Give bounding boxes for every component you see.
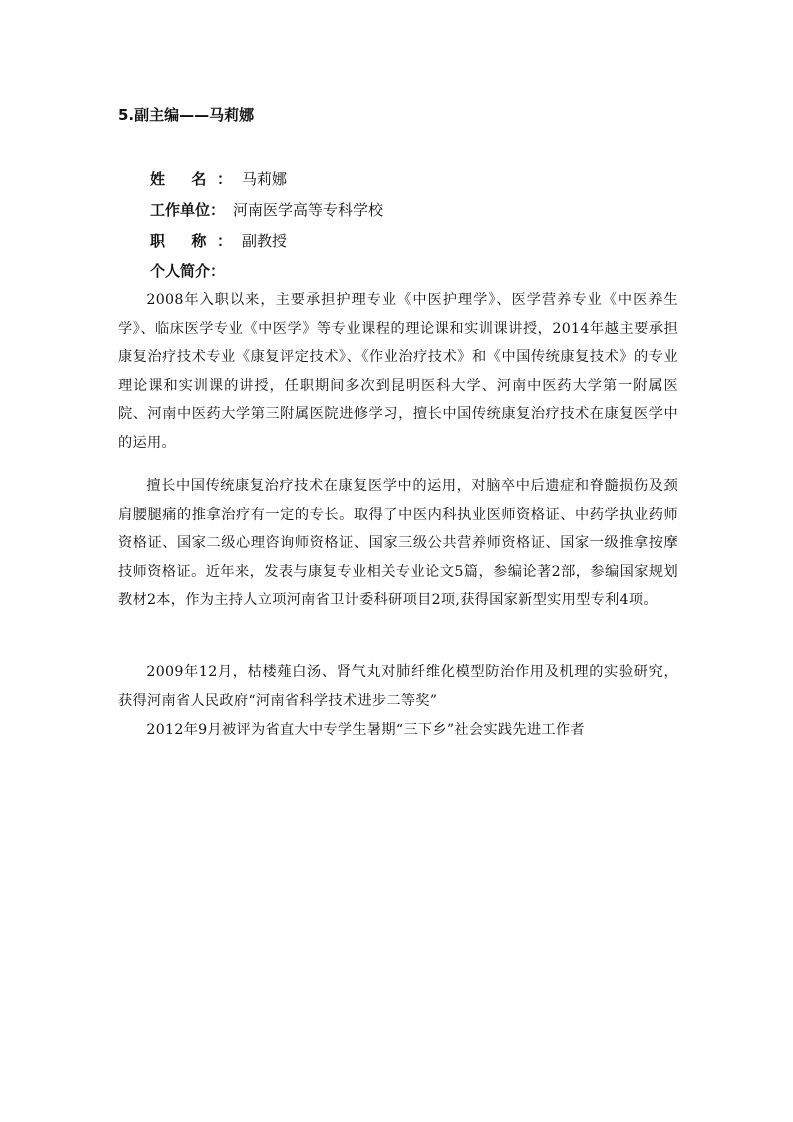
title-value: 副教授 (242, 232, 288, 250)
name-label: 姓 名： (150, 170, 232, 188)
paragraph-expertise: 擅长中国传统康复治疗技术在康复医学中的运用，对脑卒中后遗症和脊髓损伤及颈肩腰腿痛的推拿治疗有一定的专长。取得了中医内科执业医师资格证、中药学执业药师资格证、国家二级心理咨询师资格证、国家三级公共营养师资格证、国家一级推拿按摩技师资格证。近年来，发表与康复专业相关专业论文5篇，参编论著2部，参编国家规划教材2本，作为主持人立项河南省卫计委科研项目2项,获得国家新型实用型专利4项。 (118, 478, 678, 609)
title-label: 职 称： (150, 232, 232, 250)
unit-label: 工作单位： (150, 201, 226, 219)
section-heading: 5.副主编——马莉娜 (118, 106, 255, 124)
paragraph-award-2009: 2009年12月，枯楼薤白汤、肾气丸对肺纤维化模型防治作用及机理的实验研究，获得河南省人民政府“河南省科学技术进步二等奖” (118, 664, 678, 709)
paragraph-career: 2008年入职以来，主要承担护理专业《中医护理学》、医学营养专业《中医养生学》、临床医学专业《中医学》等专业课程的理论课和实训课讲授，2014年越主要承担康复治疗技术专业《康复评定技术》、《作业治疗技术》和《中国传统康复技术》的专业理论课和实训课的讲授，任职期间多次到昆明医科大学、河南中医药大学第一附属医院、河南中医药大学第三附属医院进修学习，擅长中国传统康复治疗技术在康复医学中的运用。 (118, 292, 678, 451)
paragraph-award-2012: 2012年9月被评为省直大中专学生暑期“三下乡”社会实践先进工作者 (146, 722, 585, 738)
unit-field (150, 199, 383, 221)
name-value: 马莉娜 (242, 170, 288, 188)
name-field (150, 168, 287, 190)
title-field (150, 230, 287, 252)
unit-value: 河南医学高等专科学校 (233, 201, 384, 219)
intro-label: 个人简介： (150, 262, 226, 280)
